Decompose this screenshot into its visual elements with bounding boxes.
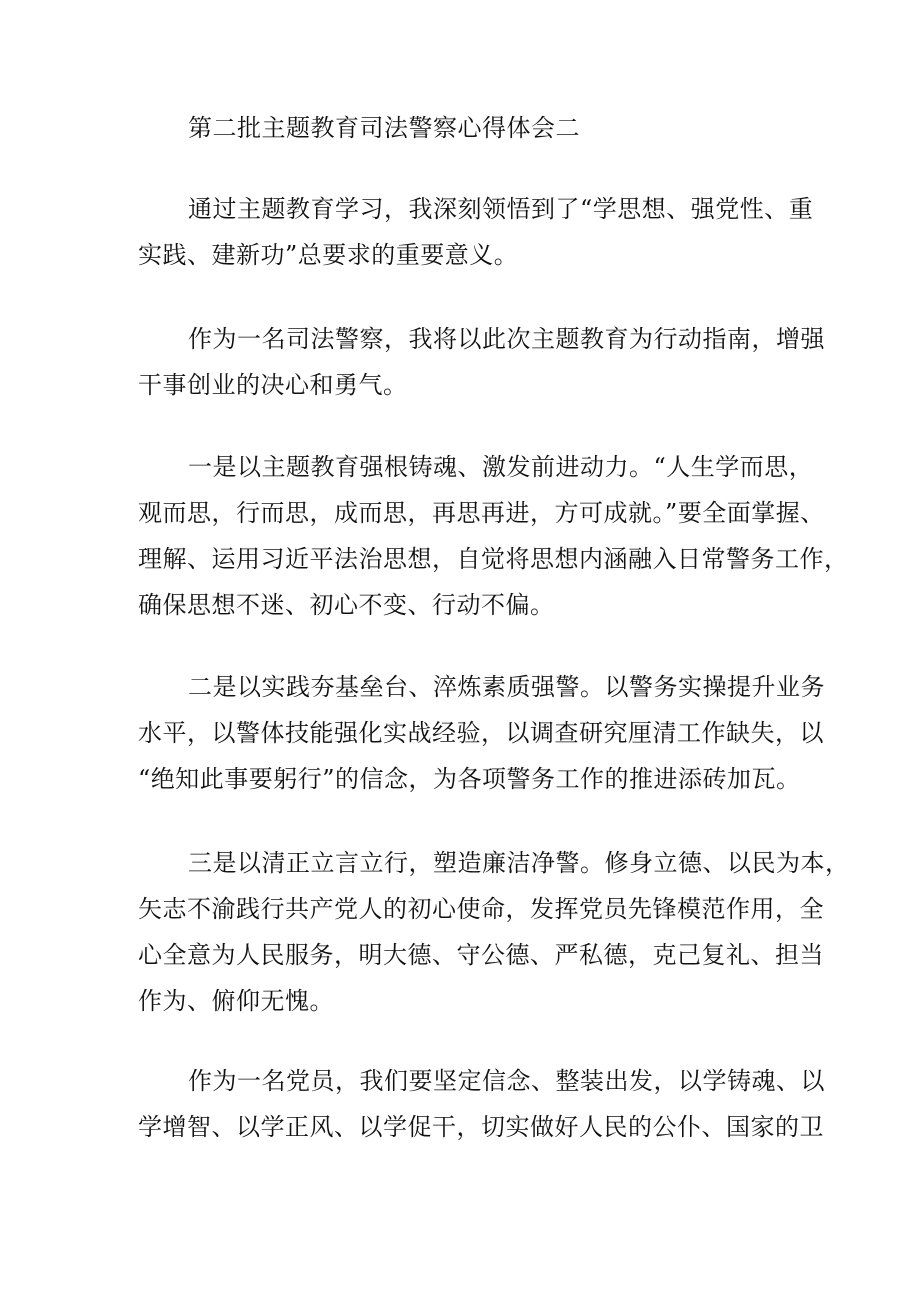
paragraph-line: 干事创业的决心和勇气。 <box>138 371 408 399</box>
paragraph-line: 实践、建新功”总要求的重要意义。 <box>138 241 519 269</box>
paragraph-line: 一是以主题教育强根铸魂、激发前进动力。“人生学而思， <box>188 453 814 481</box>
paragraph-line: 观而思，行而思，成而思，再思再进，方可成就。”要全面掌握、 <box>138 499 825 527</box>
paragraph-line: “绝知此事要躬行”的信念，为各项警务工作的推进添砖加瓦。 <box>138 765 801 793</box>
paragraph-5 <box>138 840 850 1024</box>
paragraph-line: 确保思想不迷、初心不变、行动不偏。 <box>138 591 555 619</box>
paragraph-line: 心全意为人民服务，明大德、守公德、严私德，克己复礼、担当 <box>138 941 824 969</box>
paragraph-line: 通过主题教育学习，我深刻领悟到了“学思想、强党性、重 <box>188 195 814 223</box>
document-title: 第二批主题教育司法警察心得体会二 <box>188 114 580 142</box>
paragraph-line: 矢志不渝践行共产党人的初心使命，发挥党员先锋模范作用，全 <box>138 895 824 923</box>
paragraph-line: 作为一名党员，我们要坚定信念、整装出发，以学铸魂、以 <box>188 1067 825 1095</box>
paragraph-line: 作为一名司法警察，我将以此次主题教育为行动指南，增强 <box>188 325 825 353</box>
paragraph-line: 学增智、以学正风、以学促干，切实做好人民的公仆、国家的卫 <box>138 1113 824 1141</box>
paragraph-line: 水平，以警体技能强化实战经验，以调查研究厘清工作缺失，以 <box>138 719 824 747</box>
paragraph-3 <box>138 444 849 628</box>
paragraph-2 <box>138 316 825 408</box>
paragraph-1 <box>138 186 814 278</box>
paragraph-4 <box>138 664 825 802</box>
paragraph-line: 作为、俯仰无愧。 <box>138 987 334 1015</box>
paragraph-line: 二是以实践夯基垒台、淬炼素质强警。以警务实操提升业务 <box>188 673 825 701</box>
paragraph-line: 理解、运用习近平法治思想，自觉将思想内涵融入日常警务工作， <box>138 545 849 573</box>
paragraph-6 <box>138 1058 825 1150</box>
paragraph-line: 三是以清正立言立行，塑造廉洁净警。修身立德、以民为本， <box>188 849 850 877</box>
